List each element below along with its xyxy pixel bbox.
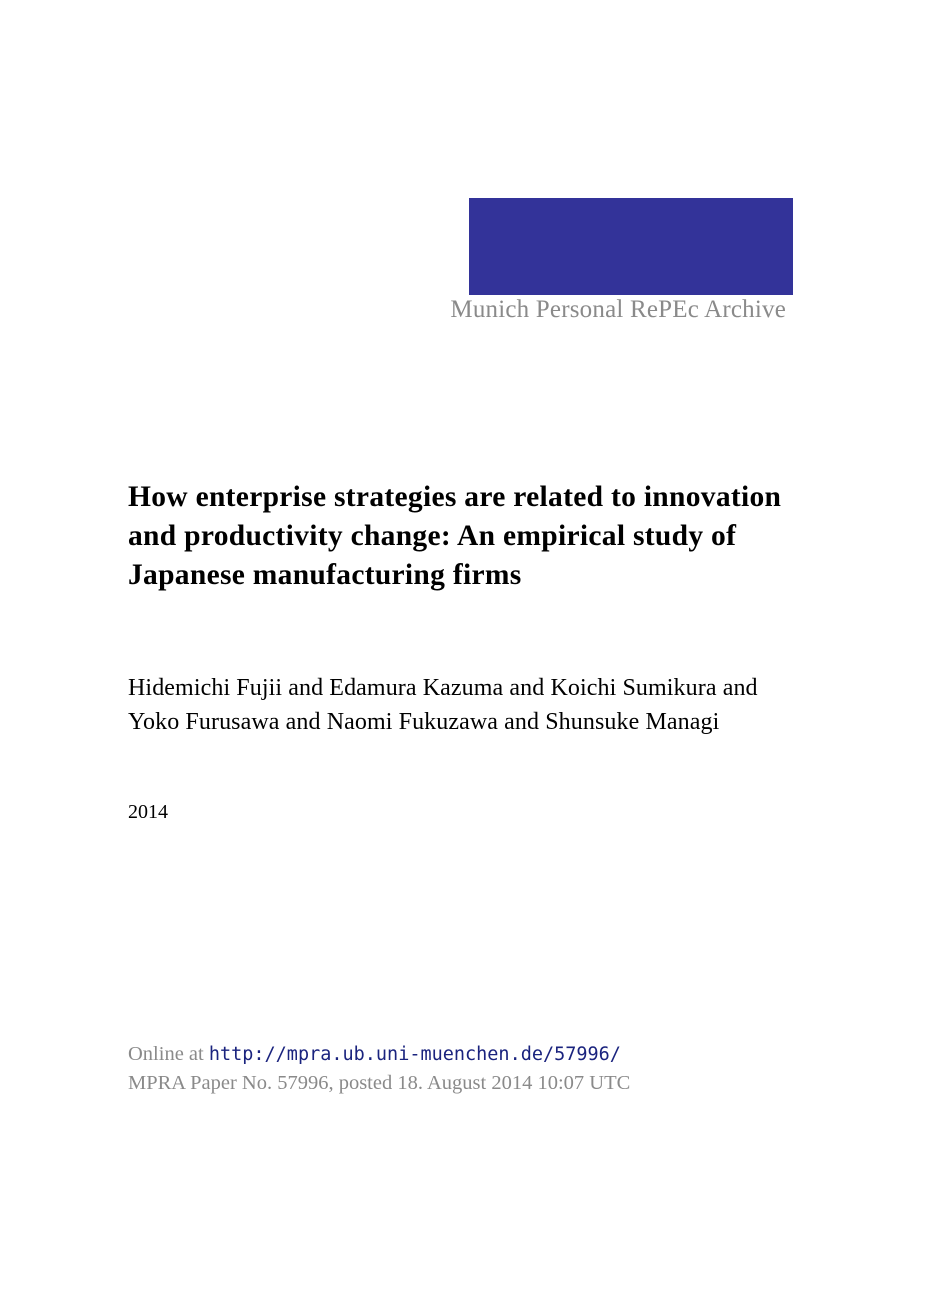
paper-year: 2014 — [128, 801, 168, 823]
paper-url-link[interactable]: http://mpra.ub.uni-muenchen.de/57996/ — [208, 1044, 621, 1065]
posted-line: MPRA Paper No. 57996, posted 18. August 2014 10:07 UTC — [128, 1072, 631, 1094]
paper-title: How enterprise strategies are related to innovation and productivity change: An empirical study of Japanese manufacturing firms — [128, 481, 782, 591]
paper-authors: Hidemichi Fujii and Edamura Kazuma and Koichi Sumikura and Yoko Furusawa and Naomi Fukuzawa and Shunsuke Managi — [128, 675, 758, 735]
online-label: Online at — [128, 1043, 204, 1065]
archive-logo-box — [469, 198, 793, 295]
archive-name: Munich Personal RePEc Archive — [450, 296, 786, 323]
footer — [128, 1040, 828, 1097]
online-line — [128, 1040, 828, 1069]
